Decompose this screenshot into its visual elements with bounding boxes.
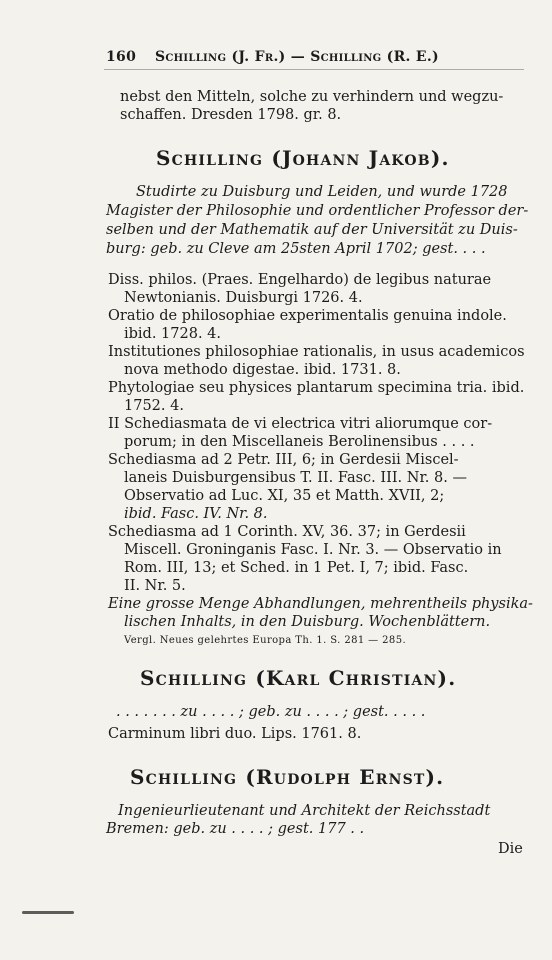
work-entry: Miscell. Groninganis Fasc. I. Nr. 3. — Observatio in bbox=[124, 542, 502, 558]
work-entry: ibid. 1728. 4. bbox=[124, 326, 222, 342]
continuation-line: nebst den Mitteln, solche zu verhindern und wegzu- bbox=[120, 89, 504, 105]
header-rule bbox=[104, 69, 524, 70]
work-entry: Rom. III, 13; et Sched. in 1 Pet. I, 7; ibid. Fasc. bbox=[124, 560, 469, 576]
continuation-line: schaffen. Dresden 1798. gr. 8. bbox=[120, 107, 342, 123]
work-entry: Schediasma ad 1 Corinth. XV, 36. 37; in Gerdesii bbox=[108, 524, 466, 540]
work-entry: ibid. Fasc. IV. Nr. 8. bbox=[124, 506, 268, 522]
work-entry: Observatio ad Luc. XI, 35 et Matth. XVII, 2; bbox=[124, 488, 445, 504]
work-entry: Newtonianis. Duisburgi 1726. 4. bbox=[124, 290, 363, 306]
work-entry: Institutiones philosophiae rationalis, in usus academicos bbox=[108, 344, 525, 360]
work-entry: Schediasma ad 2 Petr. III, 6; in Gerdesii Miscel- bbox=[108, 452, 459, 468]
entry-heading: Schilling (Rudolph Ernst). bbox=[130, 765, 445, 789]
biography-line: selben und der Mathematik auf der Universität zu Duis- bbox=[106, 222, 518, 238]
work-entry: Eine grosse Menge Abhandlungen, mehrentheils physika- bbox=[108, 596, 533, 612]
work-entry: Carminum libri duo. Lips. 1761. 8. bbox=[108, 726, 362, 742]
work-entry: Diss. philos. (Praes. Engelhardo) de legibus naturae bbox=[108, 272, 492, 288]
biography-line: Magister der Philosophie und ordentlicher Professor der- bbox=[106, 203, 529, 219]
biography-line: Ingenieurlieutenant und Architekt der Reichsstadt bbox=[118, 803, 491, 819]
entry-heading: Schilling (Karl Christian). bbox=[140, 666, 457, 690]
work-entry: II Schediasmata de vi electrica vitri aliorumque cor- bbox=[108, 416, 493, 432]
work-entry: lischen Inhalts, in den Duisburg. Wochenblättern. bbox=[124, 614, 491, 630]
catchword: Die bbox=[498, 841, 523, 857]
biography-line: . . . . . . . zu . . . . ; geb. zu . . . . ; gest. . . . . bbox=[116, 704, 426, 720]
biography-line: Bremen: geb. zu . . . . ; gest. 177 . . bbox=[106, 821, 365, 837]
work-entry: nova methodo digestae. ibid. 1731. 8. bbox=[124, 362, 401, 378]
work-entry: porum; in den Miscellaneis Berolinensibus . . . . bbox=[124, 434, 475, 450]
page-number: 160 bbox=[106, 49, 137, 65]
running-title: Schilling (J. Fr.) — Schilling (R. E.) bbox=[155, 49, 439, 65]
entry-heading: Schilling (Johann Jakob). bbox=[156, 146, 450, 170]
work-entry: Phytologiae seu physices plantarum specimina tria. ibid. bbox=[108, 380, 525, 396]
work-entry: Oratio de philosophiae experimentalis genuina indole. bbox=[108, 308, 507, 324]
ink-smudge bbox=[22, 911, 74, 914]
biography-line: burg: geb. zu Cleve am 25sten April 1702; gest. . . . bbox=[106, 241, 486, 257]
work-entry: 1752. 4. bbox=[124, 398, 184, 414]
work-entry: II. Nr. 5. bbox=[124, 578, 186, 594]
work-entry: laneis Duisburgensibus T. II. Fasc. III. Nr. 8. — bbox=[124, 470, 467, 486]
biography-line: Studirte zu Duisburg und Leiden, und wurde 1728 bbox=[136, 184, 508, 200]
bibliographic-reference: Vergl. Neues gelehrtes Europa Th. 1. S. 281 — 285. bbox=[124, 635, 407, 646]
